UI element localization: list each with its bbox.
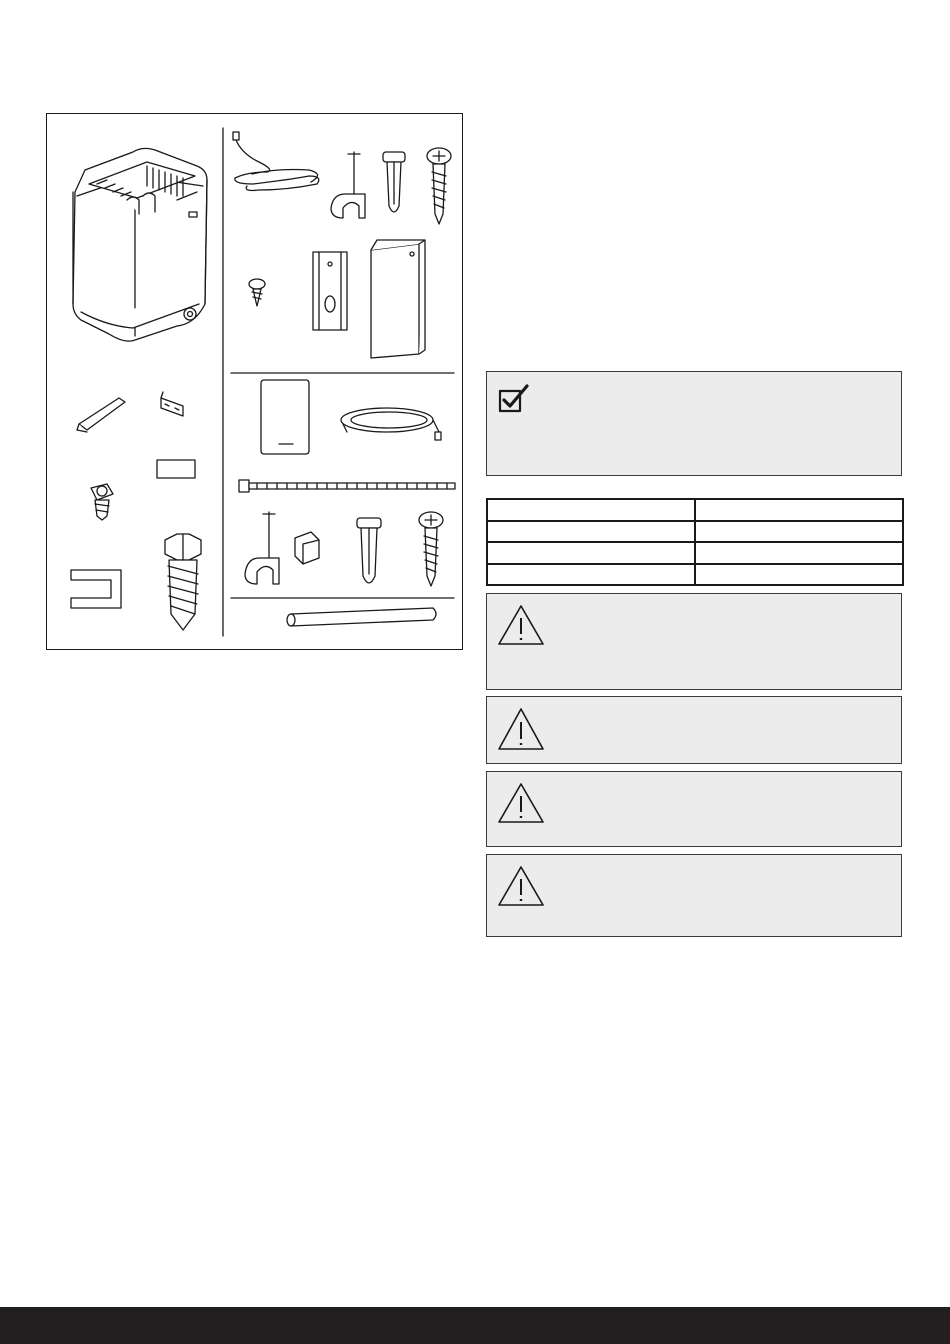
sensor-cable — [233, 132, 319, 191]
warning-box-3 — [486, 771, 902, 847]
rj-connector — [295, 532, 319, 564]
warning-box-1 — [486, 593, 902, 690]
protective-tube — [287, 608, 436, 626]
lag-bolt — [165, 534, 201, 630]
note-box — [486, 371, 902, 476]
network-cable — [341, 408, 441, 440]
parts-figure — [46, 113, 463, 650]
wall-plug-2 — [357, 518, 381, 583]
spacer-bracket — [71, 570, 121, 608]
table-cell — [695, 564, 903, 586]
cross-screw-2 — [419, 512, 443, 586]
cable-tie — [239, 480, 455, 492]
warning-triangle-icon — [497, 604, 545, 646]
table-cell — [695, 499, 903, 521]
warning-triangle-icon — [497, 782, 545, 824]
small-screw — [249, 279, 265, 306]
label-plate — [157, 460, 195, 478]
table-row — [487, 521, 903, 543]
flange-screw — [91, 484, 113, 520]
table-cell — [695, 542, 903, 564]
warning-box-2 — [486, 696, 902, 764]
checkbox-checked-icon — [497, 382, 533, 414]
table-cell — [695, 521, 903, 543]
cross-screw — [427, 148, 451, 224]
warning-triangle-icon — [497, 707, 545, 751]
table-row — [487, 542, 903, 564]
cable-clip-2 — [245, 512, 279, 584]
spec-table — [486, 498, 904, 586]
table-cell — [487, 499, 695, 521]
table-cell — [487, 542, 695, 564]
warning-triangle-icon — [497, 865, 545, 907]
small-bracket — [161, 392, 183, 416]
table-row — [487, 564, 903, 586]
sauna-heater — [73, 148, 207, 341]
warning-box-4 — [486, 854, 902, 937]
stone-retainer-strip — [77, 398, 125, 432]
footer-bar — [0, 1307, 950, 1344]
wall-plug — [383, 152, 405, 212]
table-cell — [487, 521, 695, 543]
cable-clip — [331, 152, 365, 218]
heater-cover-plate — [371, 240, 425, 358]
table-row — [487, 499, 903, 521]
table-cell — [487, 564, 695, 586]
mounting-rail — [313, 252, 347, 330]
control-panel — [261, 380, 309, 454]
